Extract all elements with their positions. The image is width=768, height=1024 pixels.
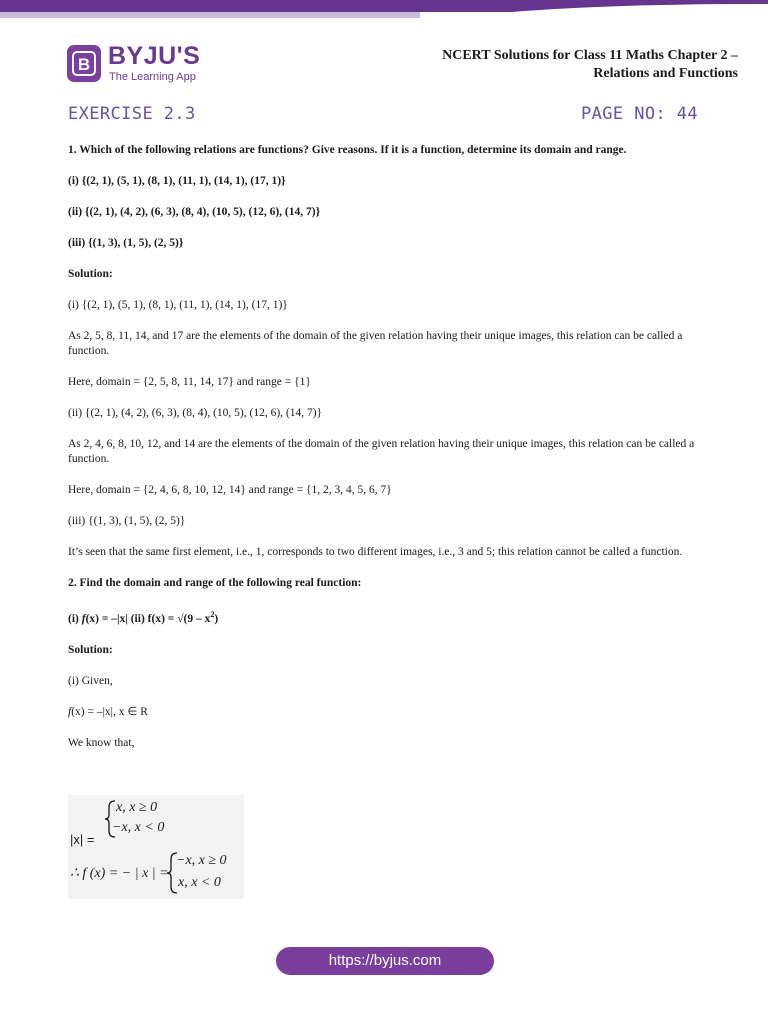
- question-1-part-iii: (iii) {(1, 3), (1, 5), (2, 5)}: [68, 237, 184, 249]
- solution-2-label: Solution:: [68, 643, 113, 656]
- solution-1-part-i-domain: Here, domain = {2, 5, 8, 11, 14, 17} and range = {1}: [68, 376, 311, 388]
- footer-url-link[interactable]: https://byjus.com: [276, 947, 494, 975]
- solution-1-part-ii-text: As 2, 4, 6, 8, 10, 12, and 14 are the elements of the domain of the given relation having their unique images, this relation can be called a function.: [68, 438, 695, 465]
- top-decorative-bar: [0, 0, 768, 19]
- question-2: 2. Find the domain and range of the following real function:: [68, 577, 362, 589]
- solution-2-given: (i) Given,: [68, 674, 113, 687]
- byjus-logo: [67, 44, 237, 86]
- svg-text:B: B: [77, 55, 91, 74]
- abs-x-label: |x| =: [70, 832, 95, 847]
- case-4: x, x < 0: [178, 875, 221, 890]
- solution-1-part-i: (i) {(2, 1), (5, 1), (8, 1), (11, 1), (14, 1), (17, 1)}: [68, 299, 288, 311]
- question-2-parts: (i) f(x) = –|x| (ii) $f(x) = √(9 - x^2)$: [68, 610, 219, 625]
- byjus-logo-icon: [67, 45, 101, 82]
- therefore-expression: ∴ f (x) = − | x | =: [70, 866, 169, 881]
- header-title-line-1: NCERT Solutions for Class 11 Maths Chapter 2 –: [442, 48, 738, 63]
- case-1: x, x ≥ 0: [116, 800, 158, 815]
- document-body: [68, 143, 708, 751]
- question-1-part-ii: (ii) {(2, 1), (4, 2), (6, 3), (8, 4), (10, 5), (12, 6), (14, 7)}: [68, 206, 321, 218]
- question-1-part-i: (i) {(2, 1), (5, 1), (8, 1), (11, 1), (14, 1), (17, 1)}: [68, 175, 286, 187]
- solution-label: Solution:: [68, 268, 113, 280]
- solution-1-part-iii-text: It’s seen that the same first element, i.e., 1, corresponds to two different images, i.e., 3 and 5; this relation cannot be called a function.: [68, 546, 683, 558]
- header-title-line-2: Relations and Functions: [593, 66, 738, 81]
- solution-1-part-ii: (ii) {(2, 1), (4, 2), (6, 3), (8, 4), (10, 5), (12, 6), (14, 7)}: [68, 407, 323, 419]
- solution-2-function: f(x) = –|x|, x ∈ R: [68, 705, 148, 718]
- page-number: PAGE NO: 44: [581, 104, 698, 124]
- solution-2-we-know: We know that,: [68, 736, 135, 749]
- solution-1-part-i-text: As 2, 5, 8, 11, 14, and 17 are the elements of the domain of the given relation having their unique images, this relation can be called a function.: [68, 330, 683, 357]
- logo-wordmark: BYJU'S: [108, 42, 201, 70]
- piecewise-equation-image: [68, 795, 244, 899]
- logo-tagline: The Learning App: [109, 71, 196, 83]
- exercise-heading: EXERCISE 2.3: [68, 104, 196, 124]
- solution-1-part-ii-domain: Here, domain = {2, 4, 6, 8, 10, 12, 14} and range = {1, 2, 3, 4, 5, 6, 7}: [68, 484, 392, 496]
- case-3: −x, x ≥ 0: [176, 853, 227, 868]
- document-header-title: [442, 47, 738, 83]
- solution-1-part-iii: (iii) {(1, 3), (1, 5), (2, 5)}: [68, 515, 186, 527]
- question-1: 1. Which of the following relations are functions? Give reasons. If it is a function, determine its domain and range.: [68, 144, 627, 156]
- case-2: −x, x < 0: [112, 820, 165, 835]
